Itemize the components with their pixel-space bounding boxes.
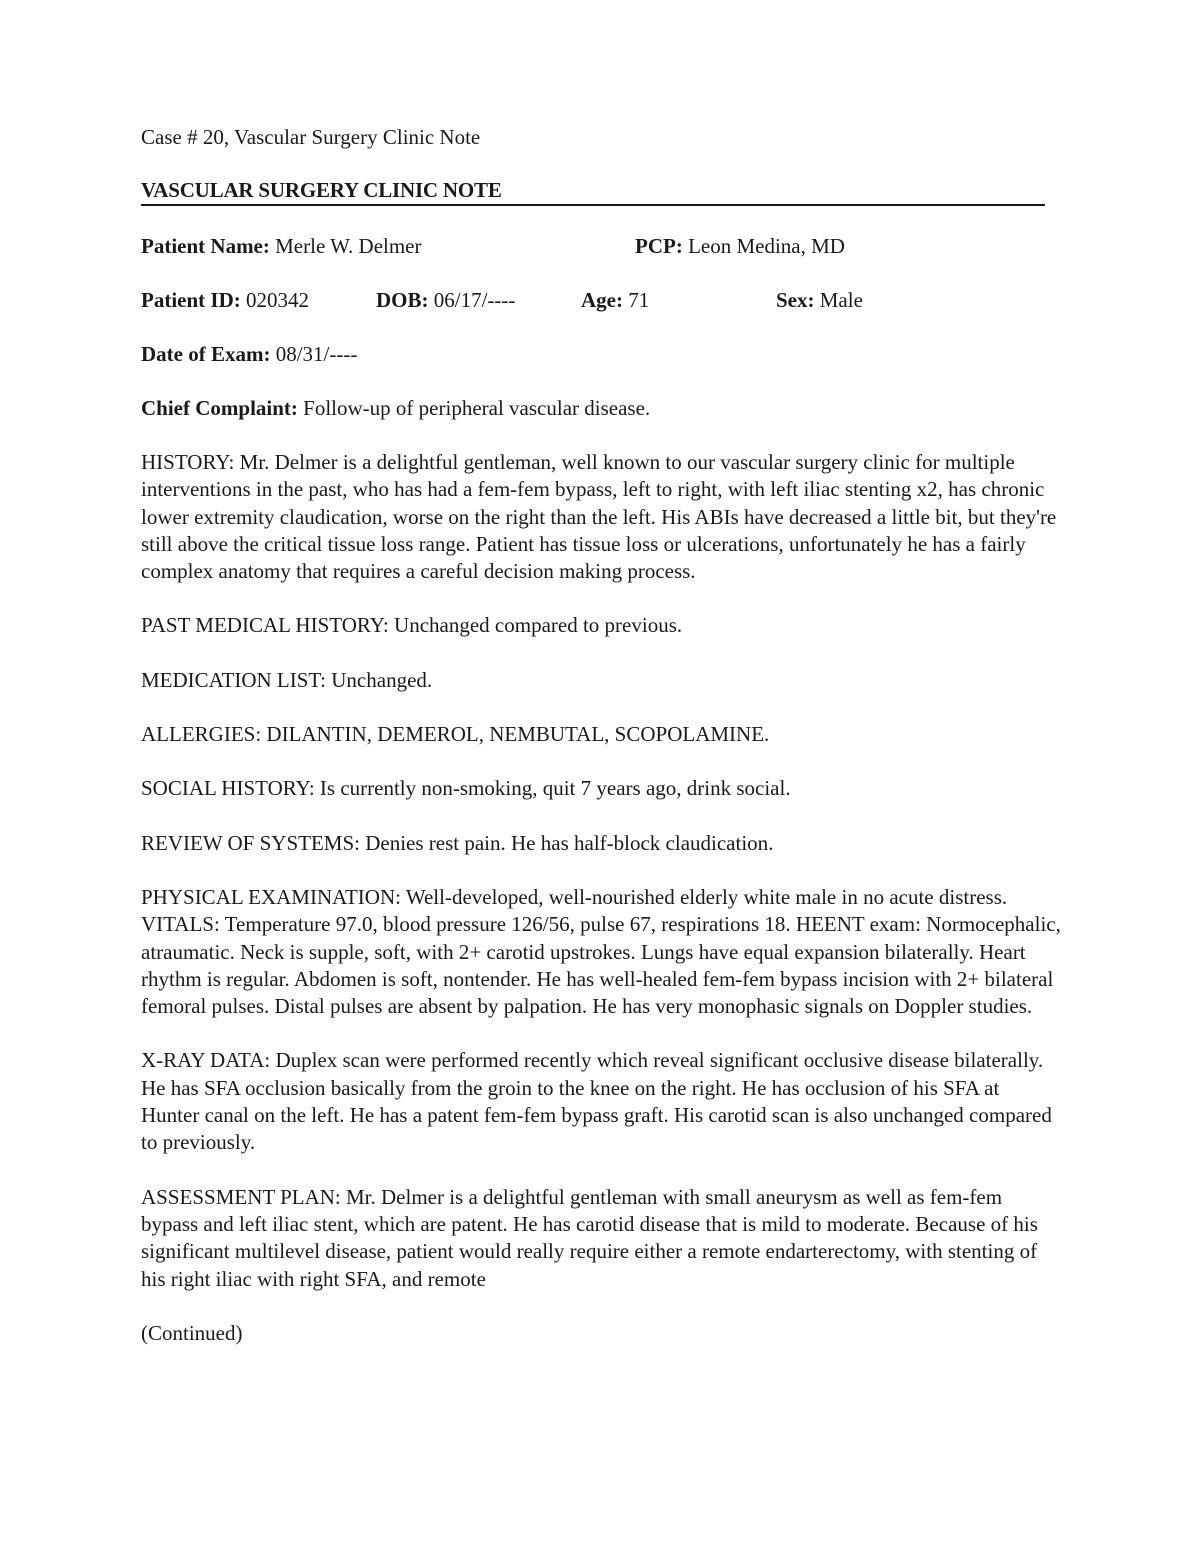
patient-name-value: Merle W. Delmer (275, 234, 422, 258)
age-field (581, 287, 649, 314)
chief-complaint-row (141, 395, 1071, 422)
pcp-label: PCP: (635, 234, 683, 258)
chief-complaint-field (141, 395, 650, 422)
chief-complaint-label: Chief Complaint: (141, 396, 298, 420)
sex-field (776, 287, 863, 314)
patient-name-field (141, 233, 422, 260)
date-of-exam-value: 08/31/---- (275, 342, 358, 366)
date-of-exam-row (141, 341, 1071, 368)
patient-id-row (141, 287, 1071, 314)
patient-id-value: 020342 (245, 288, 309, 312)
chief-complaint-value: Follow-up of peripheral vascular disease. (303, 396, 651, 420)
xray-data-section: X-RAY DATA: Duplex scan were performed recently which reveal significant occlusive disease bilaterally. He has SFA occlusion basically from the groin to the knee on the right. He has occlusion of his SFA at Hunter canal on the left. He has a patent fem-fem bypass graft. His carotid scan is also unchanged compared to previously. (141, 1048, 1052, 1155)
past-medical-history-section: PAST MEDICAL HISTORY: Unchanged compared to previous. (141, 613, 683, 638)
social-history-section: SOCIAL HISTORY: Is currently non-smoking, quit 7 years ago, drink social. (141, 776, 791, 801)
age-label: Age: (581, 288, 623, 312)
allergies-section: ALLERGIES: DILANTIN, DEMEROL, NEMBUTAL, SCOPOLAMINE. (141, 722, 770, 747)
patient-id-label: Patient ID: (141, 288, 241, 312)
patient-name-label: Patient Name: (141, 234, 270, 258)
date-of-exam-field (141, 341, 357, 368)
sex-label: Sex: (776, 288, 815, 312)
document-title-text: VASCULAR SURGERY CLINIC NOTE (141, 178, 502, 202)
pcp-value: Leon Medina, MD (688, 234, 845, 258)
document-title (141, 177, 1045, 206)
document-page (141, 124, 1071, 1347)
continued-note: (Continued) (141, 1320, 243, 1345)
dob-label: DOB: (376, 288, 429, 312)
sex-value: Male (819, 288, 863, 312)
patient-id-field (141, 287, 309, 314)
physical-examination-section: PHYSICAL EXAMINATION: Well-developed, well-nourished elderly white male in no acute distress. VITALS: Temperature 97.0, blood pressure 126/56, pulse 67, respirations 18. HEENT exam: Normocephalic, atraumatic. Neck is supple, soft, with 2+ carotid upstrokes. Lungs have equal expansion bilaterally. Heart rhythm is regular. Abdomen is soft, nontender. He has well-healed fem-fem bypass incision with 2+ bilateral femoral pulses. Distal pulses are absent by palpation. He has very monophasic signals on Doppler studies. (141, 884, 1061, 1019)
patient-name-row (141, 233, 1071, 260)
date-of-exam-label: Date of Exam: (141, 342, 271, 366)
review-of-systems-section: REVIEW OF SYSTEMS: Denies rest pain. He has half-block claudication. (141, 830, 774, 855)
dob-field (376, 287, 515, 314)
medication-list-section: MEDICATION LIST: Unchanged. (141, 667, 433, 692)
dob-value: 06/17/---- (433, 288, 516, 312)
history-section: HISTORY: Mr. Delmer is a delightful gentleman, well known to our vascular surgery clinic for multiple interventions in the past, who has had a fem-fem bypass, left to right, with left iliac stenting x2, has chronic lower extremity claudication, worse on the right than the left. His ABIs have decreased a little bit, but they're still above the critical tissue loss range. Patient has tissue loss or ulcerations, unfortunately he has a fairly complex anatomy that requires a careful decision making process. (141, 450, 1057, 584)
age-value: 71 (628, 288, 650, 312)
pcp-field (635, 233, 845, 260)
assessment-plan-section: ASSESSMENT PLAN: Mr. Delmer is a delightful gentleman with small aneurysm as well as fem-fem bypass and left iliac stent, which are patent. He has carotid disease that is mild to moderate. Because of his significant multilevel disease, patient would really require either a remote endarterectomy, with stenting of his right iliac with right SFA, and remote (141, 1184, 1038, 1291)
case-heading: Case # 20, Vascular Surgery Clinic Note (141, 125, 481, 149)
